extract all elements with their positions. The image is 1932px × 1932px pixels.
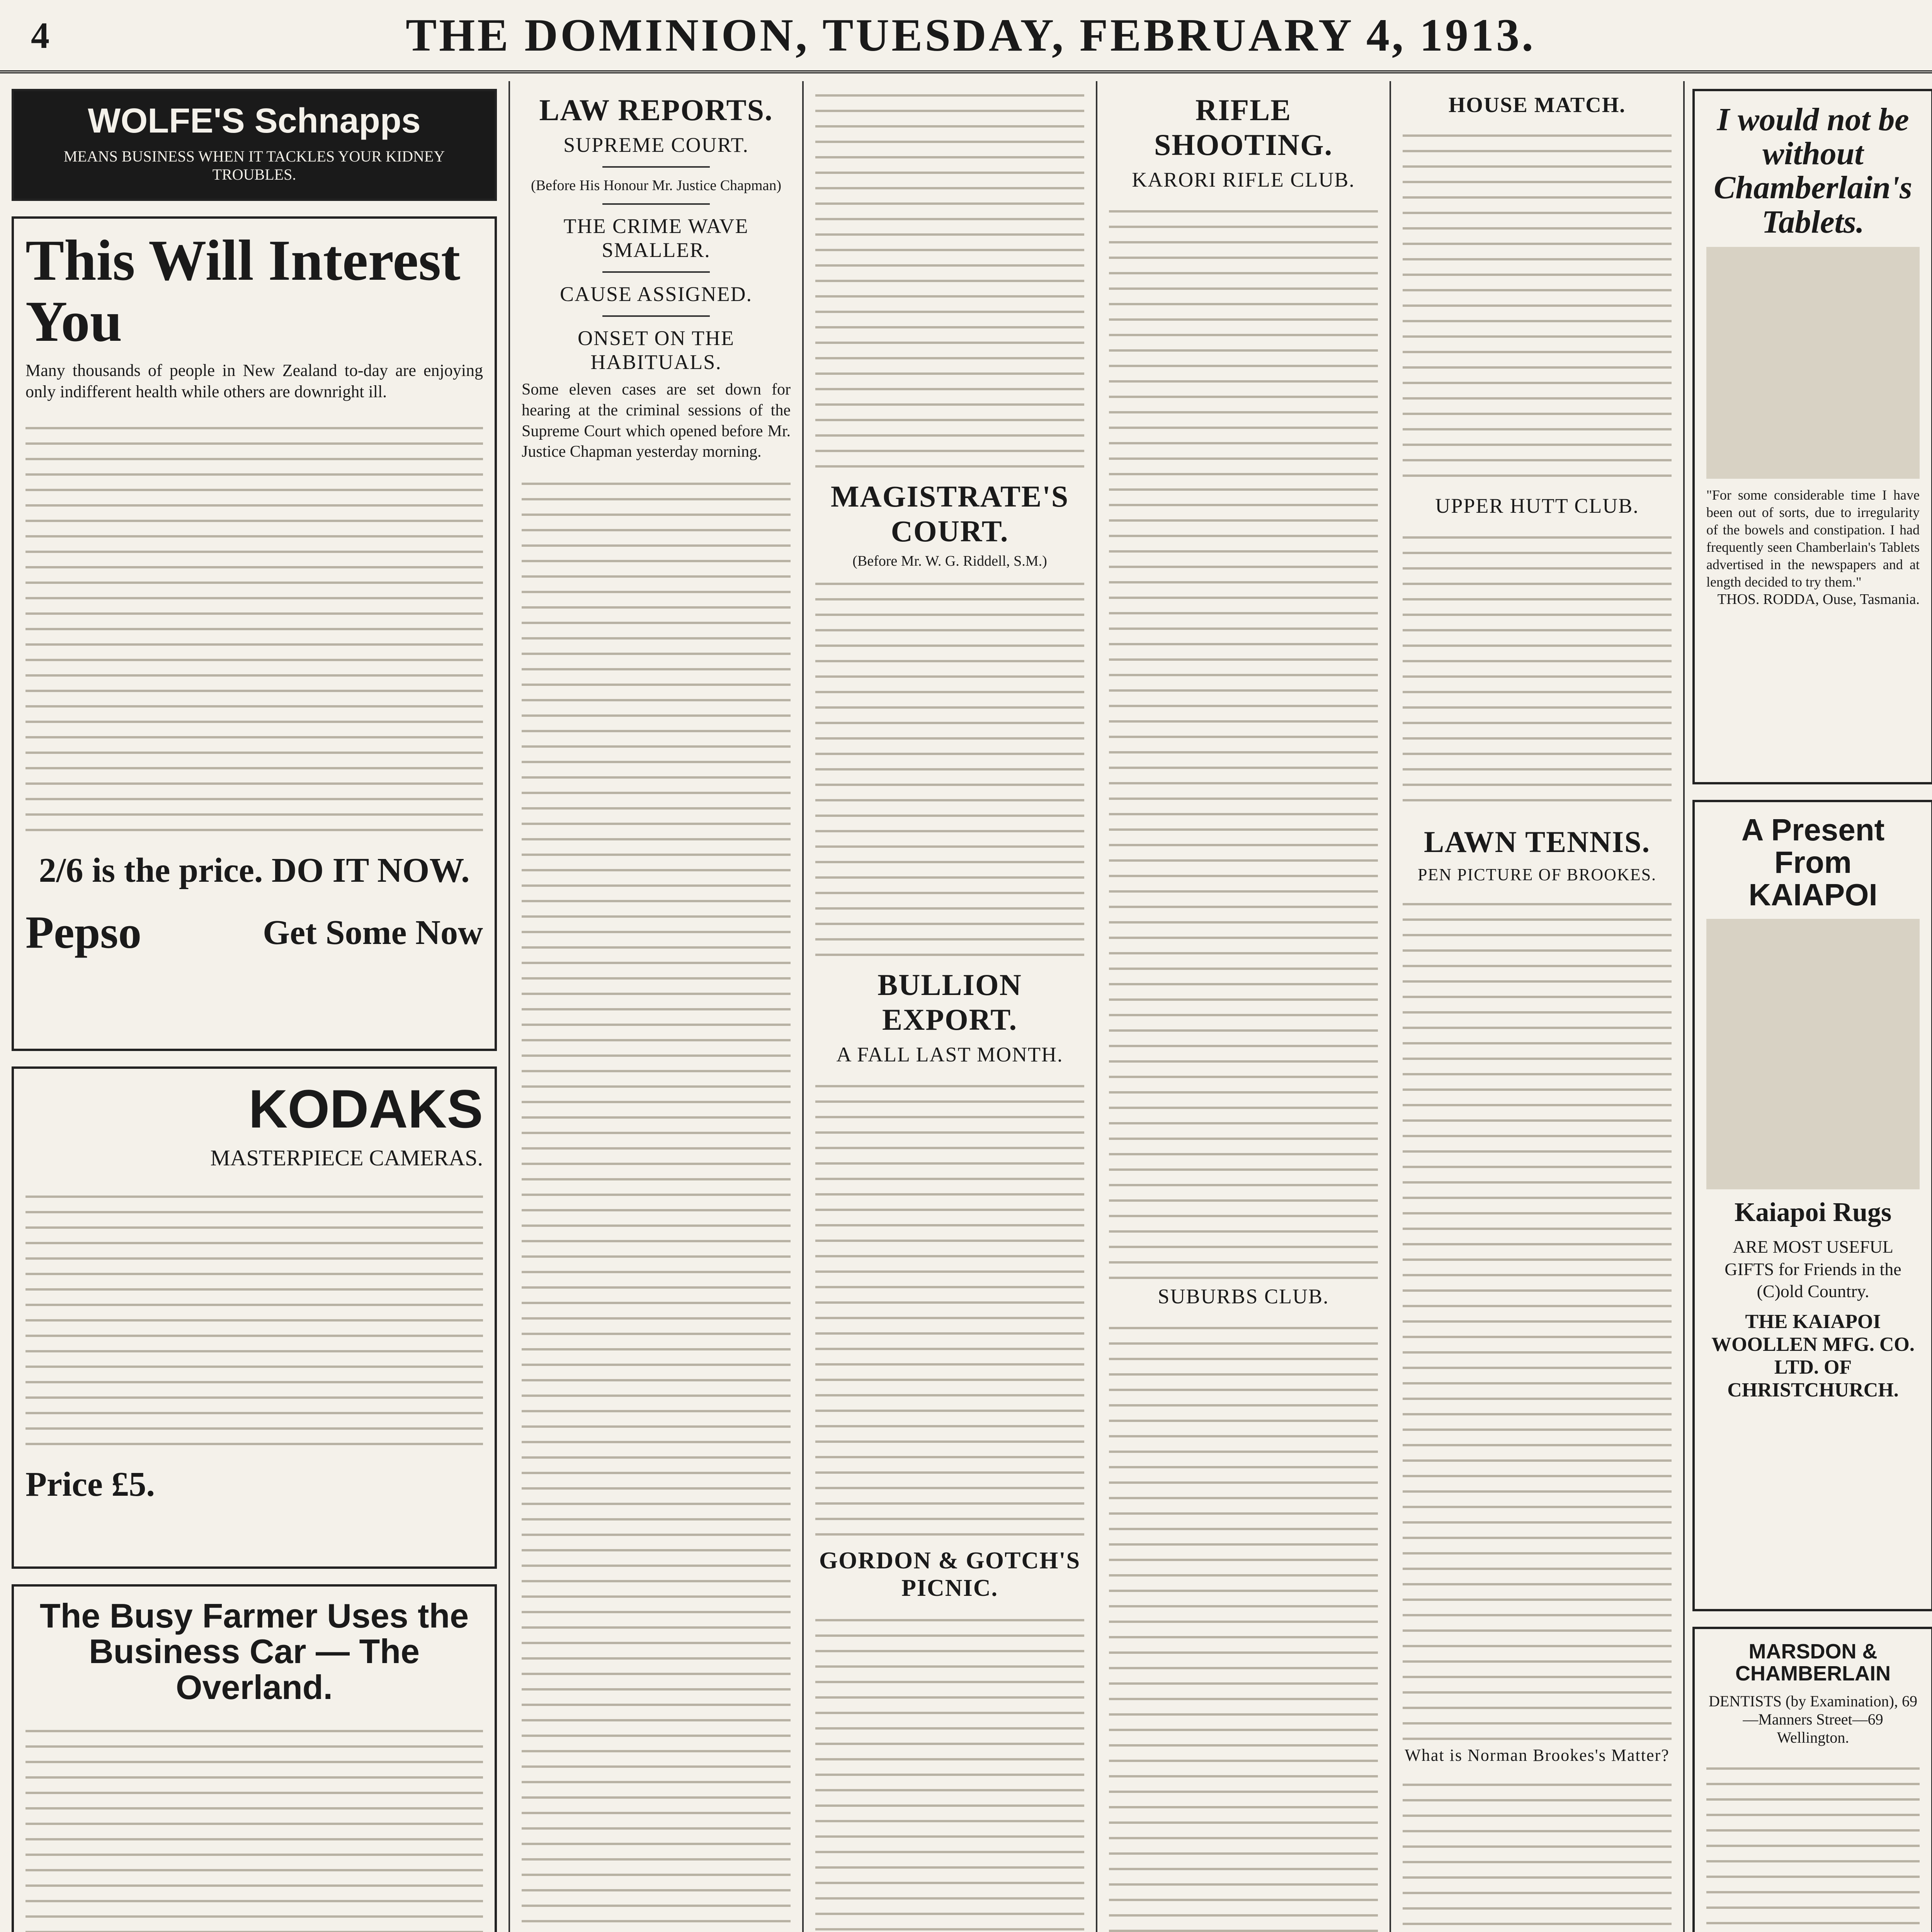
article-text-placeholder bbox=[1403, 890, 1672, 1740]
ad-brand: Pepso bbox=[26, 906, 141, 958]
ad-title: WOLFE'S Schnapps bbox=[88, 102, 421, 140]
subheadline: CAUSE ASSIGNED. bbox=[560, 282, 753, 306]
ad-text-placeholder bbox=[26, 1182, 483, 1453]
column-2 bbox=[510, 81, 804, 1932]
subheadline: SUBURBS CLUB. bbox=[1158, 1285, 1329, 1308]
headline: GORDON & GOTCH'S PICNIC. bbox=[819, 1548, 1081, 1601]
ad-body: Many thousands of people in New Zealand to-day are enjoying only indifferent health while others are downright ill. bbox=[26, 361, 483, 401]
ad-text-placeholder bbox=[26, 1717, 483, 1932]
ad-price: Price £5. bbox=[26, 1465, 155, 1503]
ad-maker: THE KAIAPOI WOOLLEN MFG. CO. LTD. OF CHRISTCHURCH. bbox=[1711, 1310, 1915, 1401]
column-6 bbox=[1685, 81, 1932, 1932]
ad-text-placeholder bbox=[26, 414, 483, 839]
subheadline: THE CRIME WAVE SMALLER. bbox=[563, 214, 749, 262]
article-text-placeholder bbox=[1109, 1314, 1378, 1932]
article-text-placeholder bbox=[815, 1072, 1084, 1536]
masthead bbox=[0, 0, 1932, 73]
article-text-placeholder bbox=[1109, 197, 1378, 1279]
subheadline: KARORI RIFLE CLUB. bbox=[1132, 168, 1355, 191]
ad-signature: THOS. RODDA, Ouse, Tasmania. bbox=[1717, 591, 1920, 607]
article-text-placeholder bbox=[522, 469, 791, 1932]
column-5 bbox=[1391, 81, 1685, 1932]
ad-title: MARSDON & CHAMBERLAIN bbox=[1735, 1640, 1891, 1685]
wolfes-schnapps-ad bbox=[12, 89, 497, 201]
ad-subtitle: DENTISTS (by Examination), 69—Manners Street—69 Wellington. bbox=[1709, 1692, 1917, 1747]
masthead-title: THE DOMINION, TUESDAY, FEBRUARY 4, 1913. bbox=[405, 9, 1536, 61]
headline: RIFLE SHOOTING. bbox=[1154, 93, 1333, 162]
headline: HOUSE MATCH. bbox=[1448, 93, 1626, 117]
column-4 bbox=[1097, 81, 1391, 1932]
subheadline: (Before His Honour Mr. Justice Chapman) bbox=[531, 177, 781, 194]
headline: MAGISTRATE'S COURT. bbox=[830, 480, 1069, 548]
subheadline: SUPREME COURT. bbox=[563, 133, 749, 156]
chamberlains-tablets-ad bbox=[1692, 89, 1932, 784]
headline: LAWN TENNIS. bbox=[1423, 825, 1651, 859]
rug-illustration bbox=[1706, 919, 1920, 1189]
column-3 bbox=[804, 81, 1097, 1932]
kodak-ad bbox=[12, 1066, 497, 1569]
overland-ad bbox=[12, 1584, 497, 1932]
kaiapoi-ad bbox=[1692, 800, 1932, 1611]
ad-price: 2/6 is the price. DO IT NOW. bbox=[39, 851, 470, 889]
ad-title: This Will Interest You bbox=[26, 228, 461, 354]
subheadline: ONSET ON THE HABITUALS. bbox=[577, 327, 735, 374]
article-text-placeholder bbox=[1403, 1770, 1672, 1932]
ad-title: The Busy Farmer Uses the Business Car — The Overland. bbox=[39, 1597, 469, 1706]
subheadline: PEN PICTURE OF BROOKES. bbox=[1417, 865, 1657, 884]
article-text-placeholder bbox=[1403, 121, 1672, 488]
ad-title: I would not be without Chamberlain's Tablets. bbox=[1714, 102, 1912, 240]
subheadline: What is Norman Brookes's Matter? bbox=[1405, 1746, 1670, 1765]
ad-body: "For some considerable time I have been out of sorts, due to irregularity of the bowels and constipation. I had frequently seen Chamberlain's Tablets advertised in the newspapers and at length decided to try them." bbox=[1706, 487, 1920, 590]
pepso-ad bbox=[12, 216, 497, 1051]
article-text: Some eleven cases are set down for hearing at the criminal sessions of the Supreme Court which opened before Mr. Justice Chapman yesterday morning. bbox=[522, 381, 791, 461]
ad-subtitle: MEANS BUSINESS WHEN IT TACKLES YOUR KIDNEY TROUBLES. bbox=[63, 147, 445, 183]
ad-cta: Get Some Now bbox=[263, 913, 483, 952]
article-text-placeholder bbox=[815, 81, 1084, 468]
headline: LAW REPORTS. bbox=[539, 93, 773, 127]
column-1 bbox=[0, 81, 510, 1932]
article-text-placeholder bbox=[815, 1606, 1084, 1932]
ad-title: KODAKS bbox=[248, 1078, 483, 1139]
page-number: 4 bbox=[31, 14, 49, 56]
subheadline: UPPER HUTT CLUB. bbox=[1435, 494, 1639, 517]
ad-title: A Present From KAIAPOI bbox=[1741, 813, 1885, 912]
marsdon-chamberlain-ad bbox=[1692, 1627, 1932, 1932]
article-text-placeholder bbox=[815, 570, 1084, 956]
ad-subtitle: Kaiapoi Rugs bbox=[1734, 1197, 1892, 1227]
ad-subtitle: MASTERPIECE CAMERAS. bbox=[210, 1145, 483, 1170]
subheadline: A FALL LAST MONTH. bbox=[836, 1043, 1063, 1066]
article-text-placeholder bbox=[1403, 523, 1672, 813]
subheadline: (Before Mr. W. G. Riddell, S.M.) bbox=[852, 553, 1047, 569]
ad-text-placeholder bbox=[1706, 1754, 1920, 1932]
headline: BULLION EXPORT. bbox=[878, 968, 1022, 1036]
portrait-illustration bbox=[1706, 247, 1920, 479]
ad-body: ARE MOST USEFUL GIFTS for Friends in the (C)old Country. bbox=[1725, 1237, 1901, 1301]
